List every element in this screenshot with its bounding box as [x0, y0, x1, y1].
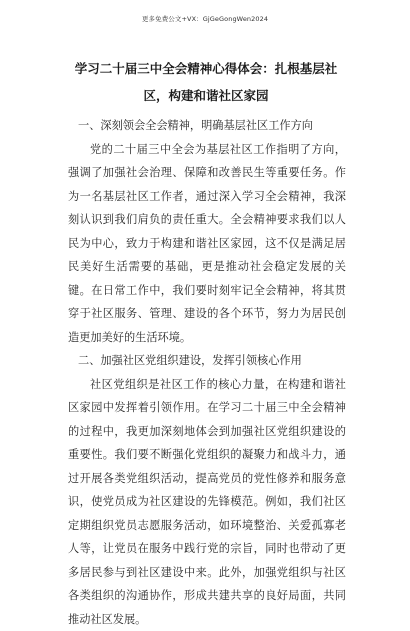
section-heading-1: 一、深刻领会全会精神，明确基层社区工作方向 [68, 114, 346, 138]
section-paragraph-2: 社区党组织是社区工作的核心力量，在构建和谐社区家园中发挥着引领作用。在学习二十届三中全会精神的过程中，我更加深刻地体会到加强社区党组织建设的重要性。我们要不断强化党组织的凝聚力和战斗力，通过开展各类党组织活动，提高党员的党性修养和服务意识，使党员成为社区建设的先锋模范。例如，我们社区定期组织党员志愿服务活动，如环境整治、关爱孤寡老人等，让党员在服务中践行党的宗旨，同时也带动了更多居民参与到社区建设中来。此外，加强党组织与社区各类组织的沟通协作，形成共建共享的良好局面，共同推动社区发展。 [68, 373, 346, 631]
document-title: 学习二十届三中全会精神心得体会：扎根基层社区，构建和谐社区家园 [66, 55, 346, 109]
section-paragraph-1: 党的二十届三中全会为基层社区工作指明了方向，强调了加强社会治理、保障和改善民生等重要任务。作为一名基层社区工作者，通过深入学习全会精神，我深刻认识到我们肩负的责任重大。全会精神要求我们以人民为中心，致力于构建和谐社区家园，这不仅是满足居民美好生活需要的基础，更是推动社会稳定发展的关键。在日常工作中，我们要时刻牢记全会精神，将其贯穿于社区服务、管理、建设的各个环节，努力为居民创造更加美好的生活环境。 [68, 138, 346, 350]
watermark-header-note: 更多免费公文+VX：GjGeGongWen2024 [0, 14, 410, 23]
section-heading-2: 二、加强社区党组织建设，发挥引领核心作用 [68, 349, 346, 373]
document-body [68, 114, 346, 631]
